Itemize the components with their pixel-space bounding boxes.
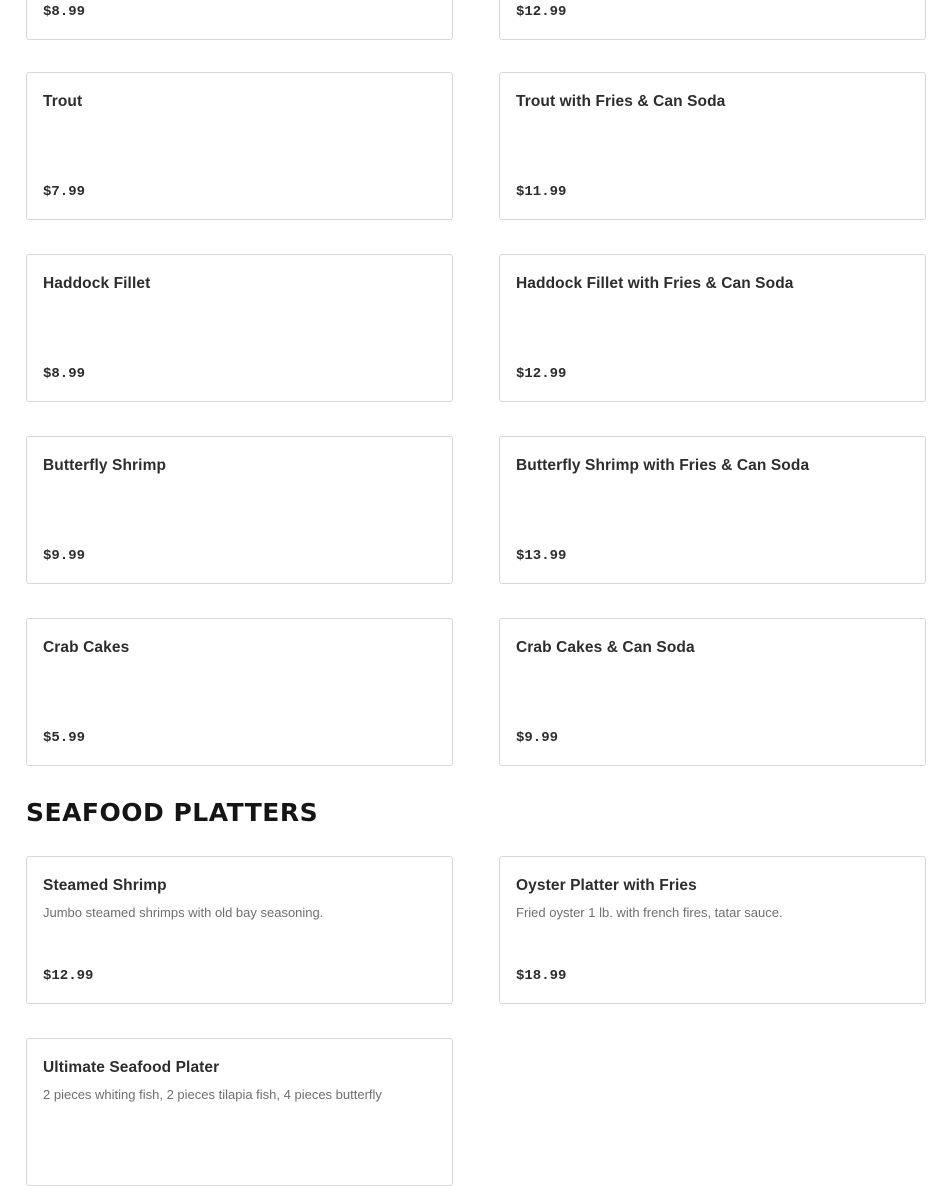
menu-item-name: Crab Cakes xyxy=(43,639,130,656)
menu-item-price: $12.99 xyxy=(516,4,567,20)
menu-item-name: Butterfly Shrimp with Fries & Can Soda xyxy=(516,457,810,474)
menu-item-card[interactable] xyxy=(26,72,453,220)
menu-item-card[interactable] xyxy=(26,618,453,766)
menu-item-description: Jumbo steamed shrimps with old bay seasoning. xyxy=(43,905,324,920)
menu-item-name: Haddock Fillet xyxy=(43,275,151,292)
menu-item-name: Trout xyxy=(43,93,83,110)
menu-item-card[interactable] xyxy=(499,72,926,220)
menu-item-description: Fried oyster 1 lb. with french fires, tatar sauce. xyxy=(516,905,783,920)
menu-item-price: $18.99 xyxy=(516,968,567,984)
menu-item-card[interactable] xyxy=(26,0,453,40)
menu-item-price: $7.99 xyxy=(43,184,86,200)
menu-item-price: $9.99 xyxy=(43,548,86,564)
menu-item-price: $13.99 xyxy=(516,548,567,564)
menu-item-card[interactable] xyxy=(499,254,926,402)
menu-item-price: $11.99 xyxy=(516,184,567,200)
menu-item-price: $8.99 xyxy=(43,4,86,20)
menu-item-price: $12.99 xyxy=(516,366,567,382)
menu-item-name: Ultimate Seafood Plater xyxy=(43,1059,220,1076)
menu-item-name: Crab Cakes & Can Soda xyxy=(516,639,695,656)
menu-item-name: Haddock Fillet with Fries & Can Soda xyxy=(516,275,794,292)
menu-item-card[interactable] xyxy=(499,856,926,1004)
menu-item-card[interactable] xyxy=(499,618,926,766)
menu-item-name: Oyster Platter with Fries xyxy=(516,877,697,894)
menu-item-price: $9.99 xyxy=(516,730,559,746)
menu-item-card[interactable] xyxy=(26,254,453,402)
menu-item-card[interactable] xyxy=(499,0,926,40)
menu-item-card[interactable] xyxy=(499,436,926,584)
section-title-seafood-platters: SEAFOOD PLATTERS xyxy=(26,798,319,827)
menu-item-price: $8.99 xyxy=(43,366,86,382)
menu-item-card[interactable] xyxy=(26,856,453,1004)
menu-item-name: Trout with Fries & Can Soda xyxy=(516,93,726,110)
menu-item-name: Butterfly Shrimp xyxy=(43,457,167,474)
menu-item-price: $5.99 xyxy=(43,730,86,746)
menu-item-description: 2 pieces whiting fish, 2 pieces tilapia fish, 4 pieces butterfly xyxy=(43,1087,382,1102)
menu-item-name: Steamed Shrimp xyxy=(43,877,167,894)
menu-item-card[interactable] xyxy=(26,436,453,584)
menu-item-price: $12.99 xyxy=(43,968,94,984)
menu-item-card[interactable] xyxy=(26,1038,453,1186)
